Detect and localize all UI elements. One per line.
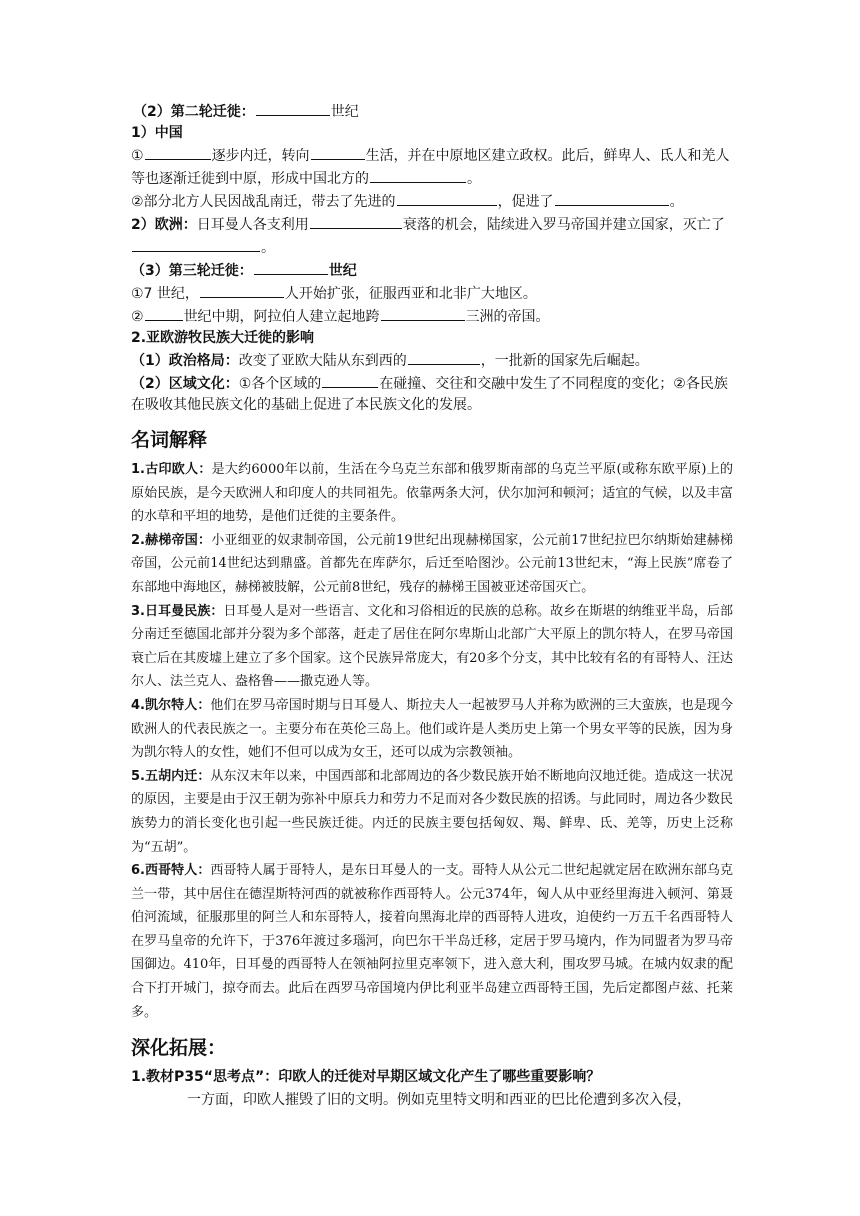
text: ②	[131, 309, 144, 325]
china-para-1	[131, 144, 733, 190]
term-label: 1.古印欧人：	[131, 462, 212, 477]
term-item	[131, 529, 733, 600]
fill-blank[interactable]	[256, 100, 330, 116]
extend-title: 深化拓展：	[131, 1037, 227, 1060]
round2-heading-text: （2）第二轮迁徙：	[133, 104, 255, 120]
round3-heading	[131, 259, 733, 282]
term-label: 5.五胡内迁：	[131, 768, 211, 784]
fill-blank[interactable]	[555, 190, 669, 206]
term-item	[131, 694, 733, 765]
text: ①7 世纪，	[131, 286, 199, 302]
fill-blank[interactable]	[322, 372, 378, 388]
term-text: 西哥特人属于哥特人，是东日耳曼人的一支。哥特人从公元二世纪起就定居在欧洲东部乌克兰一带，其中居住在德涅斯特河西的就被称作西哥特人。公元374年，匈人从中亚经里海进入顿河、第聂伯河流域，征服那里的阿兰人和东哥特人，接着向黑海北岸的西哥特人进攻，迫使约一万五千名西哥特人在罗马皇帝的允许下，于376年渡过多瑙河，向巴尔干半岛迁移，定居于罗马境内，作为同盟者为罗马帝国御边。410年，日耳曼的西哥特人在领袖阿拉里克率领下，进入意大利，围攻罗马城。在城内奴隶的配合下打开城门，掠夺而去。此后在西罗马帝国境内伊比利亚半岛建立西哥特王国，先后定都图卢兹、托莱多。	[131, 863, 733, 1020]
fill-blank[interactable]	[381, 305, 465, 321]
fill-blank[interactable]	[370, 167, 466, 183]
round2-heading	[133, 100, 733, 123]
term-item	[131, 859, 733, 1024]
text: 在碰撞、交往和交融中发生了不同程度的变化；②各民族在吸收其他民族文化的基础上促进了本民族文化的发展。	[131, 376, 728, 413]
china-label: 1）中国	[131, 125, 183, 141]
text: ②部分北方人民因战乱南迁，带去了先进的	[131, 194, 396, 210]
round3-heading-text: （3）第三轮迁徙：	[131, 263, 253, 279]
text: 改变了亚欧大陆从东到西的	[238, 353, 407, 369]
fill-blank[interactable]	[397, 190, 497, 206]
text: 三洲的帝国。	[465, 309, 550, 325]
text: ①各个区域的	[238, 376, 322, 392]
text: 世纪中期，阿拉伯人建立起地跨	[183, 309, 380, 325]
text: 。	[261, 240, 275, 256]
europe-label: 2）欧洲：	[131, 217, 197, 233]
text: 生活，并在中原地区建立政权。此后，鲜卑人、氐人和羌人等也逐渐迁徙到中原，形成中国北方的	[131, 148, 730, 187]
text: 人开始扩张，征服西亚和北非广大地区。	[284, 286, 537, 302]
fill-blank[interactable]	[132, 236, 260, 252]
term-text: 小亚细亚的奴隶制帝国，公元前19世纪出现赫梯国家，公元前17世纪拉巴尔纳斯始建赫梯帝国，公元前14世纪达到鼎盛。首都先在库萨尔，后迁至哈图沙。公元前13世纪末，“海上民族”席卷了东部地中海地区，赫梯被肢解，公元前8世纪，残存的赫梯王国被亚述帝国灭亡。	[131, 532, 733, 595]
extend-question: 1.教材P35“思考点”：印欧人的迁徙对早期区域文化产生了哪些重要影响？	[131, 1069, 601, 1086]
term-text: 他们在罗马帝国时期与日耳曼人、斯拉夫人一起被罗马人并称为欧洲的三大蛮族，也是现今欧洲人的代表民族之一。主要分布在英伦三岛上。他们或许是人类历史上第一个男女平等的民族，因为身为凯尔特人的女性，她们不但可以成为女王，还可以成为宗教领袖。	[131, 697, 733, 761]
term-text: 日耳曼人是对一些语言、文化和习俗相近的民族的总称。故乡在斯堪的纳维亚半岛，后部分南迁至德国北部并分裂为多个部落，赶走了居住在阿尔卑斯山北部广大平原上的凯尔特人，在罗马帝国衰亡后在其废墟上建立了多个国家。这个民族异常庞大，有20多个分支，其中比较有名的有哥特人、汪达尔人、法兰克人、盎格鲁——撒克逊人等。	[131, 603, 733, 690]
text: 逐步内迁，转向	[211, 148, 310, 164]
term-item	[131, 600, 733, 694]
terms-title: 名词解释	[131, 429, 208, 451]
text: 衰落的机会，陆续进入罗马帝国并建立国家，灭亡了	[402, 217, 725, 233]
term-item	[131, 765, 733, 859]
fill-blank[interactable]	[408, 349, 480, 365]
fill-blank[interactable]	[145, 144, 211, 160]
politics-label: （1）政治格局：	[131, 353, 239, 369]
term-text: 是大约6000年以前，生活在今乌克兰东部和俄罗斯南部的乌克兰平原(或称东欧平原)上的原始民族，是今天欧洲人和印度人的共同祖先。依靠两条大河，伏尔加河和顿河；适宜的气候，以及丰富的水草和平坦的地势，是他们迁徙的主要条件。	[131, 462, 733, 525]
round2-heading-suffix: 世纪	[330, 104, 359, 120]
fill-blank[interactable]	[310, 213, 402, 229]
text: ，一批新的国家先后崛起。	[480, 353, 649, 369]
term-text: 从东汉末年以来，中国西部和北部周边的各少数民族开始不断地向汉地迁徙。造成这一状况的原因，主要是由于汉王朝为弥补中原兵力和劳力不足而对各少数民族的招诱。与此同时，周边各少数民族势力的消长变化也引起一些民族迁徙。内迁的民族主要包括匈奴、羯、鲜卑、氐、羌等，历史上泛称为“五胡”。	[131, 768, 733, 855]
fill-blank[interactable]	[311, 144, 365, 160]
fill-blank[interactable]	[145, 305, 183, 321]
document-page	[131, 100, 733, 1112]
europe-para	[131, 213, 733, 259]
fill-blank[interactable]	[254, 259, 328, 275]
text: 。	[467, 171, 481, 187]
extend-answer: 一方面，印欧人摧毁了旧的文明。例如克里特文明和西亚的巴比伦遭到多次入侵，	[187, 1092, 691, 1109]
round3-heading-suffix: 世纪	[328, 263, 357, 279]
term-label: 6.西哥特人：	[131, 863, 211, 879]
term-item	[131, 458, 733, 529]
culture-para	[131, 372, 733, 416]
round3-para-1	[131, 282, 733, 305]
culture-label: （2）区域文化：	[131, 376, 239, 392]
term-label: 2.赫梯帝国：	[131, 532, 212, 548]
term-label: 4.凯尔特人：	[131, 697, 211, 713]
text: 日耳曼人各支利用	[196, 217, 309, 233]
term-label: 3.日耳曼民族：	[131, 603, 224, 619]
text: ①	[131, 148, 144, 164]
fill-blank[interactable]	[200, 282, 284, 298]
impact-heading: 2.亚欧游牧民族大迁徙的影响	[131, 330, 315, 346]
round3-para-2	[131, 305, 733, 328]
text: 。	[669, 194, 684, 210]
text: ，促进了	[497, 194, 554, 210]
china-para-2	[131, 190, 733, 213]
politics-para	[131, 349, 733, 372]
terms-list	[131, 458, 733, 1024]
